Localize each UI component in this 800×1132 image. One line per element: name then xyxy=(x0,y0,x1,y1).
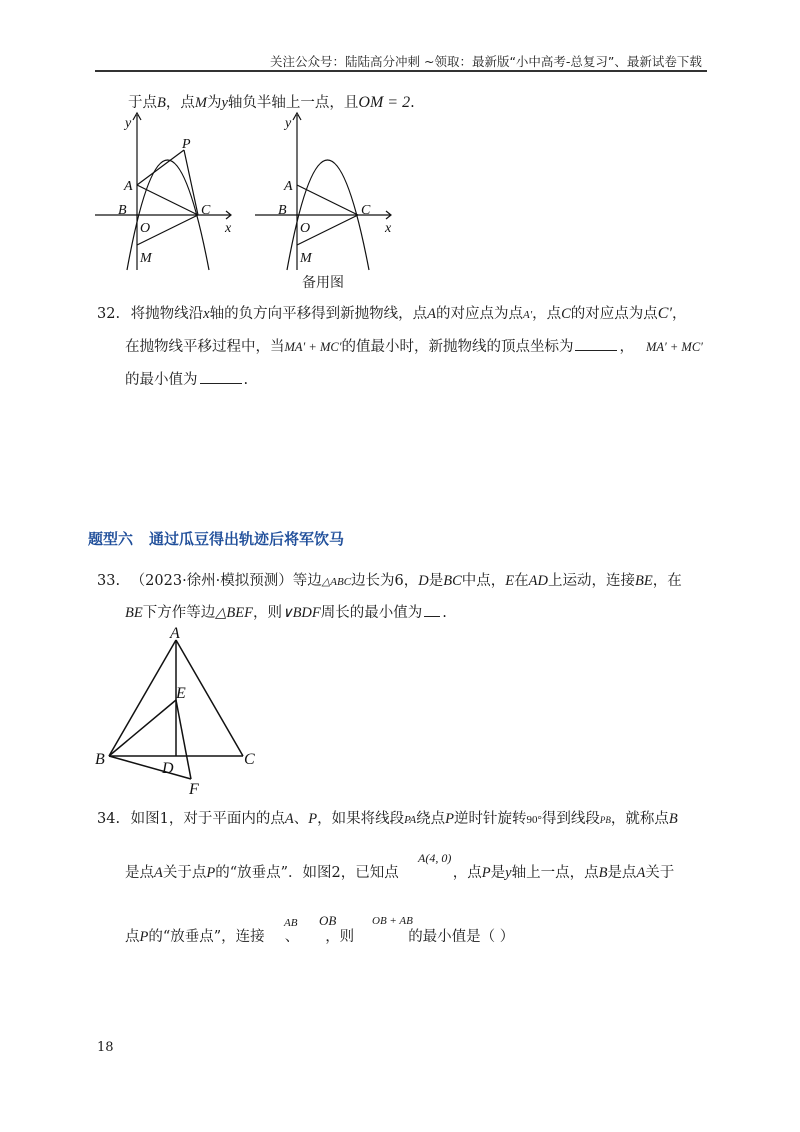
text: ， xyxy=(671,306,687,322)
text: ， xyxy=(619,339,634,355)
math: P xyxy=(139,929,149,945)
math: D xyxy=(418,573,429,589)
math: E xyxy=(505,573,515,589)
text: 的“放垂点”．如图2，已知点 xyxy=(215,865,399,881)
q32-line-2 xyxy=(125,338,703,355)
text: 轴的负方向平移得到新抛物线，点 xyxy=(209,306,428,322)
text: ，点 xyxy=(165,95,195,111)
math: 90° xyxy=(526,814,542,826)
text: ，就称点 xyxy=(610,811,669,827)
point-b-label: B xyxy=(118,203,127,218)
text: 边长为6， xyxy=(351,573,419,589)
segment-ap xyxy=(137,150,184,185)
math-ob: OB xyxy=(319,913,337,928)
segment-ef xyxy=(176,700,191,779)
point-c-label: C xyxy=(244,751,255,768)
y-axis-label: y xyxy=(285,116,292,131)
point-m-label: M xyxy=(140,251,152,266)
math: MA′ + MC′ xyxy=(284,340,342,354)
math: A′ xyxy=(522,309,533,321)
text: . xyxy=(410,95,415,111)
parabola-figure-2 xyxy=(255,110,405,275)
point-label: M xyxy=(194,95,207,111)
math: P xyxy=(308,811,318,827)
text: 的值最小时，新抛物线的顶点坐标为 xyxy=(341,339,574,355)
math: B xyxy=(668,811,678,827)
math: B xyxy=(598,865,608,881)
text: 在 xyxy=(514,573,529,589)
q32-line-1 xyxy=(97,306,686,322)
math: PB xyxy=(599,815,611,825)
point-m-label: M xyxy=(300,251,312,266)
math: C xyxy=(561,306,571,322)
math: BC xyxy=(443,573,462,589)
text: ，则 xyxy=(325,929,355,945)
text: . xyxy=(243,372,249,388)
text: 周长的最小值为 xyxy=(320,605,423,621)
text: 于点 xyxy=(128,95,157,111)
text: 绕点 xyxy=(416,811,446,827)
math: C′ xyxy=(657,305,672,322)
math: y xyxy=(505,865,512,881)
math: x xyxy=(203,306,210,322)
point-p-label: P xyxy=(182,137,191,152)
math-sum: OB + AB xyxy=(372,915,413,927)
text: ，点 xyxy=(532,306,562,322)
side-ab xyxy=(109,640,176,756)
math: △ABC xyxy=(321,576,352,588)
text: 上运动，连接 xyxy=(548,573,635,589)
math: PA xyxy=(404,814,417,826)
text: 点 xyxy=(125,929,140,945)
point-f-label: F xyxy=(189,781,199,798)
math: BE xyxy=(125,605,143,621)
text: 关于点 xyxy=(162,865,207,881)
x-axis-label: x xyxy=(225,221,232,236)
text: 是点 xyxy=(607,865,637,881)
math: A xyxy=(427,306,436,322)
math: P xyxy=(481,865,491,881)
q33-line-2 xyxy=(125,604,447,621)
origin-label: O xyxy=(140,221,151,236)
text: 、 xyxy=(284,929,300,945)
side-ac xyxy=(176,640,243,756)
text: 轴上一点，点 xyxy=(511,865,599,881)
intro-line xyxy=(128,95,415,111)
x-axis-label: x xyxy=(385,221,392,236)
text: 的对应点为点 xyxy=(435,306,523,322)
q32-line-3 xyxy=(125,371,248,388)
page-header: 关注公众号：陆陆高分冲刺 ~领取：最新版“小中高考-总复习”、最新试卷下载 xyxy=(270,54,702,69)
text: 的对应点为点 xyxy=(570,306,658,322)
answer-blank xyxy=(575,338,617,351)
text: 中点， xyxy=(461,573,506,589)
axis-label: y xyxy=(221,95,228,111)
text: 为 xyxy=(206,95,222,111)
equation: OM = 2 xyxy=(358,94,411,111)
text: 逆时针旋转 xyxy=(454,811,527,827)
math: P xyxy=(206,865,216,881)
text: 、 xyxy=(293,811,309,827)
text: 的“放垂点”，连接 xyxy=(148,929,265,945)
math: MA′ + MC′ xyxy=(645,340,703,354)
point-c-label: C xyxy=(361,203,371,218)
text: 是点 xyxy=(125,865,154,881)
text: 得到线段 xyxy=(541,811,600,827)
point-e-label: E xyxy=(176,685,186,702)
text: 轴负半轴上一点，且 xyxy=(227,95,359,111)
math: A xyxy=(284,811,294,827)
text: 将抛物线沿 xyxy=(130,306,204,322)
point-b-label: B xyxy=(278,203,287,218)
q33-line-1 xyxy=(97,574,682,589)
point-label: B xyxy=(157,95,166,111)
point-a-label: A xyxy=(124,179,133,194)
point-a-label: A xyxy=(284,179,293,194)
question-number: 32. xyxy=(97,306,121,322)
answer-blank xyxy=(424,604,440,617)
q34-line-3 xyxy=(125,930,514,945)
text: 的最小值为 xyxy=(125,372,198,388)
text: ，则 xyxy=(252,605,282,621)
figure-caption: 备用图 xyxy=(302,275,344,291)
point-b-label: B xyxy=(95,751,105,768)
math-ab: AB xyxy=(284,917,298,929)
math: P xyxy=(445,811,455,827)
math: ∨BDF xyxy=(281,605,321,621)
answer-blank xyxy=(200,371,242,384)
point-a-label: A xyxy=(170,625,180,642)
text: ，点 xyxy=(452,865,482,881)
section-label: 题型六 xyxy=(88,530,134,548)
math: A xyxy=(154,865,163,881)
text: 是 xyxy=(490,865,506,881)
text: 是 xyxy=(428,573,444,589)
point-d-label: D xyxy=(162,760,174,777)
segment-be xyxy=(109,700,176,756)
math: A xyxy=(636,865,646,881)
text: （2023·徐州·模拟预测）等边 xyxy=(130,573,322,589)
question-number: 33. xyxy=(97,573,121,589)
math: BE xyxy=(635,573,653,589)
origin-label: O xyxy=(300,221,311,236)
text: 关于 xyxy=(645,865,675,881)
section-heading xyxy=(88,528,344,549)
text: 下方作等边 xyxy=(142,605,216,621)
text: ，如果将线段 xyxy=(317,811,405,827)
page-number: 18 xyxy=(97,1040,114,1055)
y-axis-label: y xyxy=(125,116,132,131)
text: 在抛物线平移过程中，当 xyxy=(125,339,285,355)
triangle-figure xyxy=(92,622,272,802)
q34-line-1 xyxy=(97,812,678,827)
header-divider xyxy=(95,70,707,72)
math-point-a-coord: A(4, 0) xyxy=(418,851,452,865)
text: ，在 xyxy=(652,573,682,589)
segment-bf xyxy=(109,756,191,779)
question-number: 34. xyxy=(97,811,121,827)
point-c-label: C xyxy=(201,203,211,218)
parabola-figure-1 xyxy=(95,110,245,275)
text: 的最小值是（ ） xyxy=(408,929,515,945)
text: 如图1，对于平面内的点 xyxy=(130,811,285,827)
section-title: 通过瓜豆得出轨迹后将军饮马 xyxy=(149,530,345,548)
math: AD xyxy=(528,573,548,589)
math: △BEF xyxy=(215,605,253,621)
text: . xyxy=(442,605,447,621)
q34-line-2 xyxy=(125,866,674,881)
